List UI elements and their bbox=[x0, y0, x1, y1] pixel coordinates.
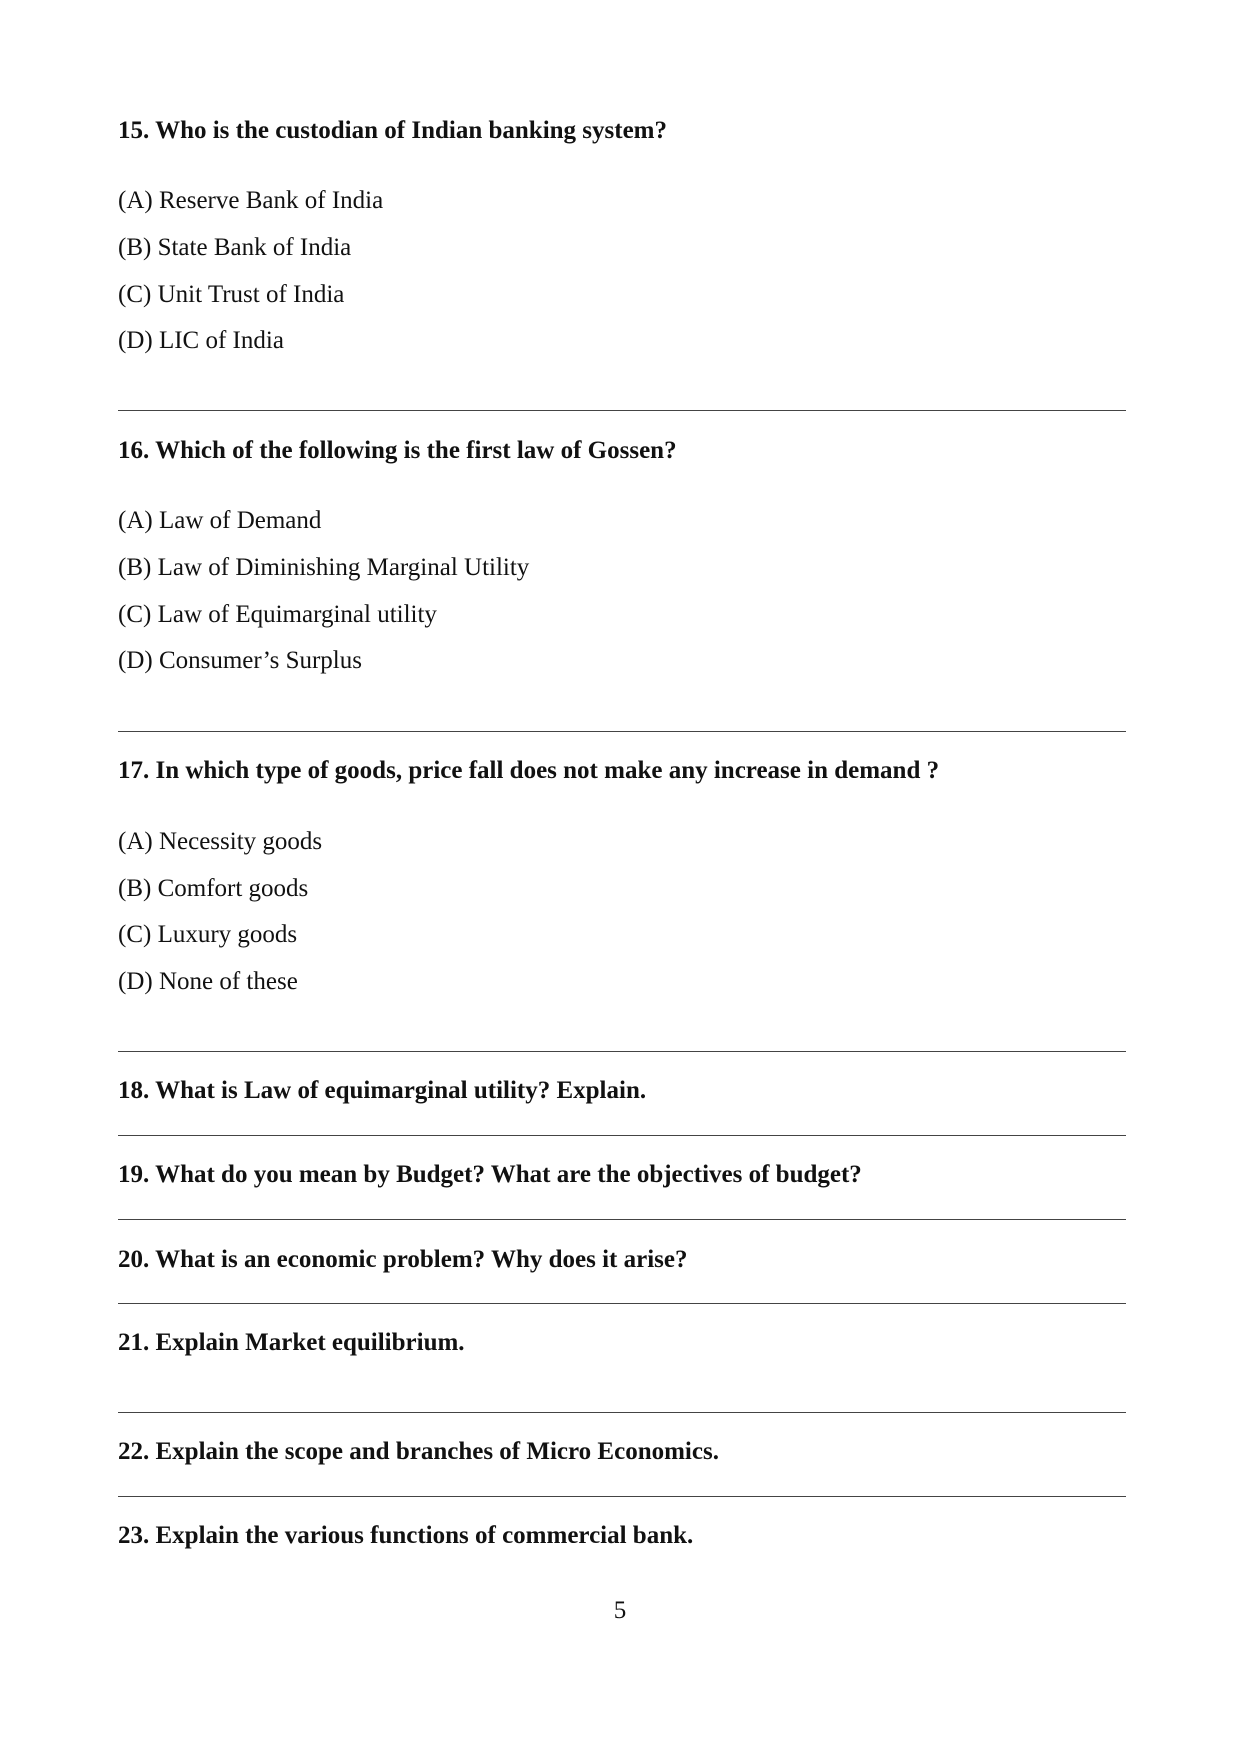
question-15 bbox=[118, 116, 667, 146]
question-number: 20. bbox=[118, 1246, 150, 1273]
option-15-b: (B) State Bank of India bbox=[118, 234, 352, 261]
divider bbox=[118, 1219, 1126, 1220]
question-23 bbox=[118, 1521, 693, 1551]
divider bbox=[118, 731, 1126, 732]
page-number: 5 bbox=[613, 1597, 627, 1624]
question-text: What do you mean by Budget? What are the objectives of budget? bbox=[155, 1161, 862, 1188]
question-number: 22. bbox=[118, 1438, 150, 1465]
question-text: Explain Market equilibrium. bbox=[155, 1329, 465, 1356]
option-16-c: (C) Law of Equimarginal utility bbox=[118, 601, 437, 628]
option-15-d: (D) LIC of India bbox=[118, 327, 284, 354]
question-number: 18. bbox=[118, 1077, 150, 1104]
question-number: 23. bbox=[118, 1522, 150, 1549]
question-text: Explain the various functions of commercial bank. bbox=[155, 1522, 694, 1549]
divider bbox=[118, 1051, 1126, 1052]
question-17 bbox=[118, 756, 939, 786]
question-18 bbox=[118, 1076, 646, 1106]
option-16-a: (A) Law of Demand bbox=[118, 507, 322, 534]
option-16-b: (B) Law of Diminishing Marginal Utility bbox=[118, 554, 530, 581]
question-21 bbox=[118, 1328, 465, 1358]
divider bbox=[118, 1303, 1126, 1304]
question-22 bbox=[118, 1437, 719, 1467]
question-text: Explain the scope and branches of Micro Economics. bbox=[155, 1438, 719, 1465]
question-number: 21. bbox=[118, 1329, 150, 1356]
question-text: Which of the following is the first law of Gossen? bbox=[155, 437, 677, 464]
option-15-c: (C) Unit Trust of India bbox=[118, 281, 345, 308]
divider bbox=[118, 1412, 1126, 1413]
question-number: 17. bbox=[118, 757, 150, 784]
divider bbox=[118, 410, 1126, 411]
option-17-d: (D) None of these bbox=[118, 968, 298, 995]
option-17-b: (B) Comfort goods bbox=[118, 875, 309, 902]
question-number: 15. bbox=[118, 117, 150, 144]
question-16 bbox=[118, 436, 677, 466]
question-text: What is Law of equimarginal utility? Explain. bbox=[155, 1077, 647, 1104]
option-16-d: (D) Consumer’s Surplus bbox=[118, 647, 362, 674]
question-text: What is an economic problem? Why does it arise? bbox=[155, 1246, 688, 1273]
question-20 bbox=[118, 1245, 687, 1275]
question-number: 16. bbox=[118, 437, 150, 464]
option-15-a: (A) Reserve Bank of India bbox=[118, 187, 384, 214]
question-number: 19. bbox=[118, 1161, 150, 1188]
option-17-c: (C) Luxury goods bbox=[118, 921, 298, 948]
option-17-a: (A) Necessity goods bbox=[118, 828, 323, 855]
divider bbox=[118, 1496, 1126, 1497]
question-19 bbox=[118, 1160, 862, 1190]
question-text: Who is the custodian of Indian banking system? bbox=[155, 117, 668, 144]
divider bbox=[118, 1135, 1126, 1136]
question-text: In which type of goods, price fall does not make any increase in demand ? bbox=[155, 757, 940, 784]
